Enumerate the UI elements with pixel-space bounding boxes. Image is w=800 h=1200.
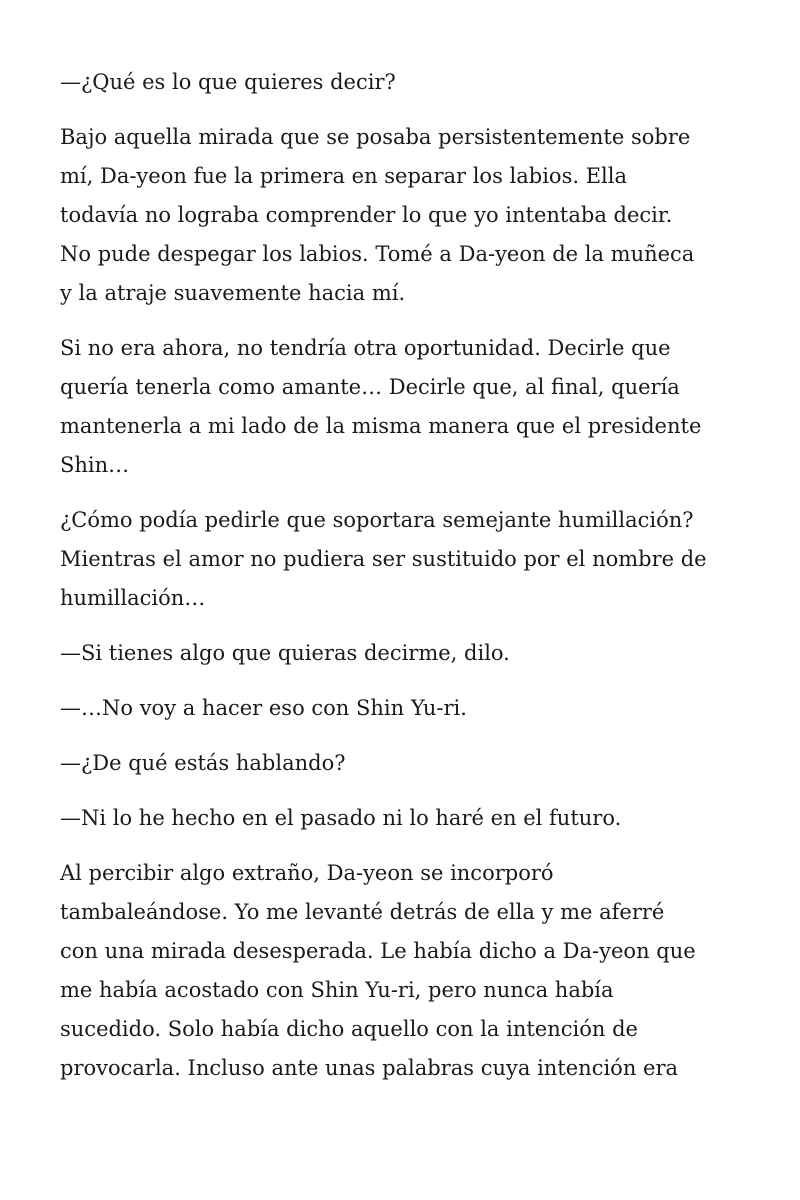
paragraph: ¿Cómo podía pedirle que soportara semejante humillación? Mientras el amor no pudiera ser sustituido por el nombre de humillación… bbox=[60, 508, 707, 610]
paragraph: —¿De qué estás hablando? bbox=[60, 751, 346, 775]
paragraph: Al percibir algo extraño, Da-yeon se incorporó tambaleándose. Yo me levanté detrás de ella y me aferré con una mirada desesperada. Le había dicho a Da-yeon que me había acostado con Shin Yu-ri, pero nunca había sucedido. Solo había dicho aquello con la intención de provocarla. Incluso ante unas palabras cuya intención era bbox=[60, 861, 696, 1080]
paragraph: Bajo aquella mirada que se posaba persistentemente sobre mí, Da-yeon fue la primera en separar los labios. Ella todavía no lograba comprender lo que yo intentaba decir. No pude despegar los labios. Tomé a Da-yeon de la muñeca y la atraje suavemente hacia mí. bbox=[60, 125, 695, 305]
paragraph: —Si tienes algo que quieras decirme, dilo. bbox=[60, 641, 510, 665]
paragraph: —…No voy a hacer eso con Shin Yu-ri. bbox=[60, 696, 467, 720]
paragraph: —Ni lo he hecho en el pasado ni lo haré en el futuro. bbox=[60, 806, 622, 830]
paragraph: Si no era ahora, no tendría otra oportunidad. Decirle que quería tenerla como amante… Decirle que, al final, quería mantenerla a mi lado de la misma manera que el presidente Shin… bbox=[60, 336, 702, 477]
paragraph: —¿Qué es lo que quieres decir? bbox=[60, 70, 396, 94]
